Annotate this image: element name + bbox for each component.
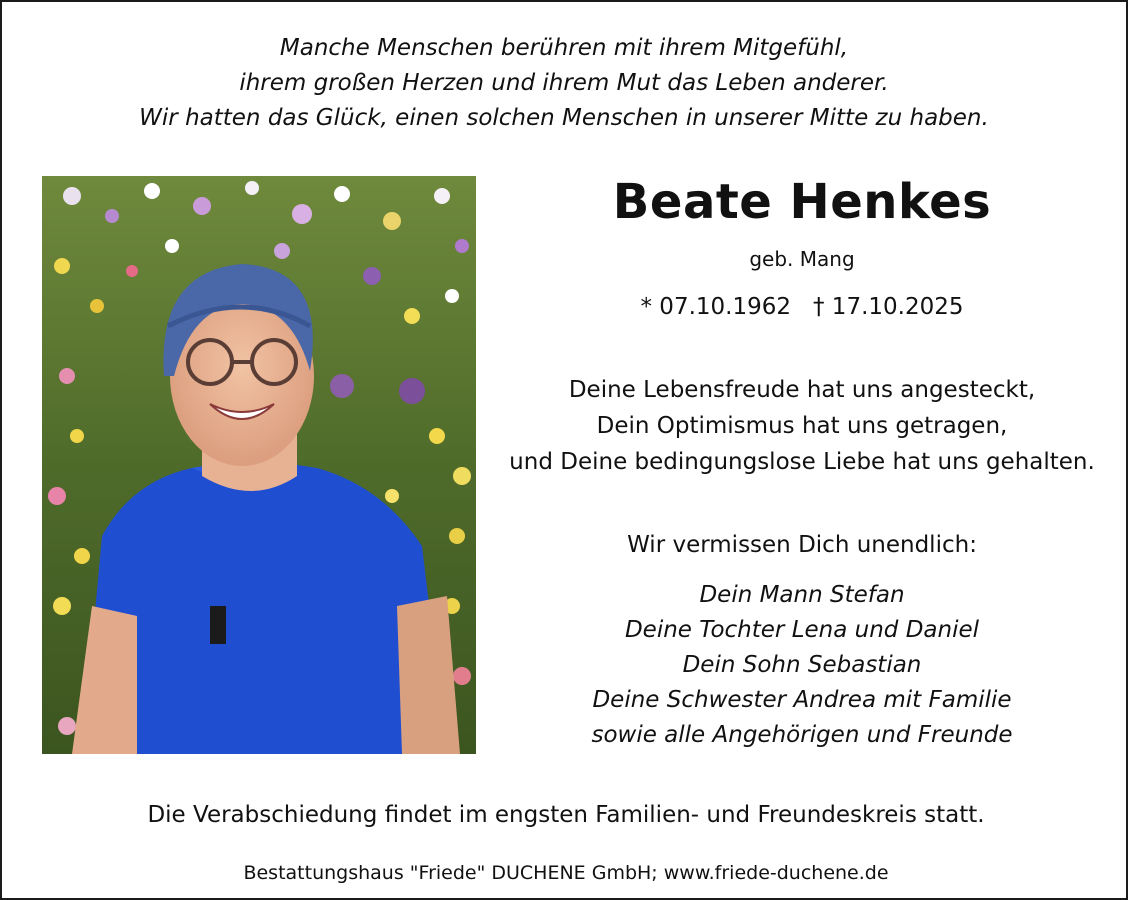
verse-line: Deine Lebensfreude hat uns angesteckt, — [568, 377, 1036, 403]
intro-line: ihrem großen Herzen und ihrem Mut das Leben anderer. — [239, 70, 889, 96]
mourner-line: sowie alle Angehörigen und Freunde — [591, 722, 1013, 748]
death-date: † 17.10.2025 — [813, 294, 964, 320]
verse-line: Dein Optimismus hat uns getragen, — [596, 413, 1008, 439]
mourner-line: Deine Tochter Lena und Daniel — [624, 617, 980, 643]
mourner-line: Dein Mann Stefan — [699, 582, 905, 608]
deceased-name: Beate Henkes — [612, 174, 992, 230]
birth-date: * 07.10.1962 — [640, 294, 791, 320]
intro-quote — [2, 31, 1126, 136]
mourner-line: Deine Schwester Andrea mit Familie — [592, 687, 1012, 713]
intro-line: Wir hatten das Glück, einen solchen Menschen in unserer Mitte zu haben. — [139, 105, 989, 131]
maiden-name: geb. Mang — [749, 247, 855, 271]
farewell-notice: Die Verabschiedung findet im engsten Familien- und Freundeskreis statt. — [147, 802, 985, 828]
verse-line: und Deine bedingungslose Liebe hat uns gehalten. — [509, 449, 1095, 475]
mourners-list — [502, 578, 1102, 753]
mourner-line: Dein Sohn Sebastian — [682, 652, 922, 678]
intro-line: Manche Menschen berühren mit ihrem Mitgefühl, — [279, 35, 849, 61]
life-dates — [502, 291, 1102, 323]
portrait-photo — [42, 176, 476, 754]
funeral-home-footer: Bestattungshaus "Friede" DUCHENE GmbH; www.friede-duchene.de — [243, 862, 889, 884]
memorial-verse — [502, 372, 1102, 480]
mourners-heading: Wir vermissen Dich unendlich: — [627, 532, 977, 558]
